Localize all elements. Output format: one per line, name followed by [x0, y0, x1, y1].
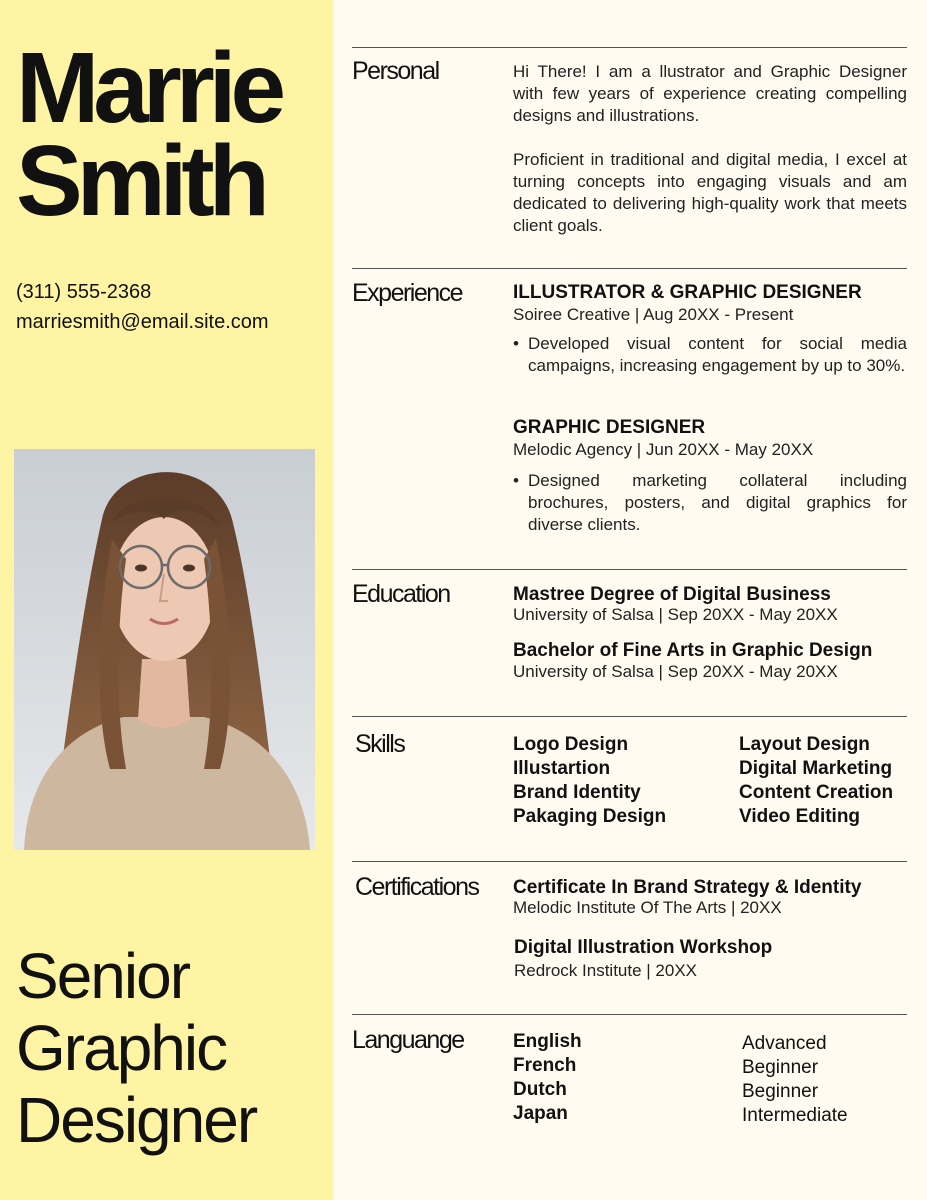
divider	[352, 569, 907, 570]
contact-info	[16, 277, 269, 337]
job-title	[16, 940, 256, 1156]
job-bullet-text: Developed visual content for social media campaigns, increasing engagement by up to 30%.	[528, 334, 907, 375]
skill-item: Layout Design	[739, 734, 870, 755]
job-title-line-2: Graphic	[16, 1012, 227, 1084]
job-meta: Soiree Creative | Aug 20XX - Present	[513, 305, 794, 324]
divider	[352, 861, 907, 862]
section-title-education: Education	[352, 580, 450, 608]
bullet-icon: •	[513, 471, 519, 490]
skills-list-right	[739, 733, 893, 829]
degree-name: Mastree Degree of Digital Business	[513, 584, 831, 605]
skill-item: Logo Design	[513, 734, 629, 755]
summary-paragraph: Hi There! I am a llustrator and Graphic Designer with few years of experience creating compelling designs and illustrations.	[513, 62, 907, 125]
job-meta: Melodic Agency | Jun 20XX - May 20XX	[513, 440, 814, 459]
skill-item: Content Creation	[739, 782, 894, 803]
section-title-certifications: Certifications	[355, 873, 479, 901]
certificate-meta: Redrock Institute | 20XX	[514, 961, 698, 980]
language-name: Japan	[513, 1103, 568, 1124]
job-role: GRAPHIC DESIGNER	[513, 417, 706, 438]
language-name: French	[513, 1055, 577, 1076]
last-name: Smith	[16, 125, 264, 237]
section-title-language: Languange	[352, 1026, 464, 1054]
section-title-skills: Skills	[355, 730, 405, 758]
skill-item: Brand Identity	[513, 782, 641, 803]
section-title-experience: Experience	[352, 279, 463, 307]
skill-item: Digital Marketing	[739, 758, 893, 779]
certificate-meta: Melodic Institute Of The Arts | 20XX	[513, 898, 782, 917]
job-role: ILLUSTRATOR & GRAPHIC DESIGNER	[513, 282, 862, 303]
language-levels	[742, 1032, 848, 1128]
certificate-name: Digital Illustration Workshop	[514, 937, 773, 958]
full-name	[16, 32, 281, 237]
sidebar	[0, 0, 333, 1200]
degree-name: Bachelor of Fine Arts in Graphic Design	[513, 640, 873, 661]
skill-item: Pakaging Design	[513, 806, 667, 827]
job-bullet-text: Designed marketing collateral including brochures, posters, and digital graphics for diverse clients.	[528, 471, 907, 534]
divider	[352, 47, 907, 48]
job-title-line-1: Senior	[16, 940, 189, 1012]
skill-item: Illustartion	[513, 758, 611, 779]
divider	[352, 1014, 907, 1015]
job-bullet	[513, 333, 907, 377]
language-names	[513, 1030, 582, 1126]
first-name: Marrie	[16, 32, 281, 144]
language-level: Advanced	[742, 1033, 827, 1054]
divider	[352, 716, 907, 717]
job-title-line-3: Designer	[16, 1084, 257, 1156]
language-name: Dutch	[513, 1079, 567, 1100]
skill-item: Video Editing	[739, 806, 861, 827]
certificate-name: Certificate In Brand Strategy & Identity	[513, 877, 862, 898]
language-level: Intermediate	[742, 1105, 848, 1126]
profile-photo	[14, 449, 315, 850]
portrait-illustration	[14, 449, 315, 850]
language-level: Beginner	[742, 1081, 819, 1102]
summary-paragraph: Proficient in traditional and digital media, I excel at turning concepts into engaging visuals and am dedicated to delivering high-quality work that meets client goals.	[513, 150, 907, 235]
section-title-personal: Personal	[352, 57, 439, 85]
language-name: English	[513, 1031, 582, 1052]
divider	[352, 268, 907, 269]
personal-summary	[513, 61, 907, 237]
bullet-icon: •	[513, 334, 519, 353]
degree-meta: University of Salsa | Sep 20XX - May 20XX	[513, 605, 838, 624]
language-level: Beginner	[742, 1057, 819, 1078]
skills-list-left	[513, 733, 666, 829]
email-address[interactable]: marriesmith@email.site.com	[16, 311, 269, 333]
job-bullet	[513, 470, 907, 536]
degree-meta: University of Salsa | Sep 20XX - May 20XX	[513, 662, 838, 681]
phone-number[interactable]: (311) 555-2368	[16, 281, 152, 303]
